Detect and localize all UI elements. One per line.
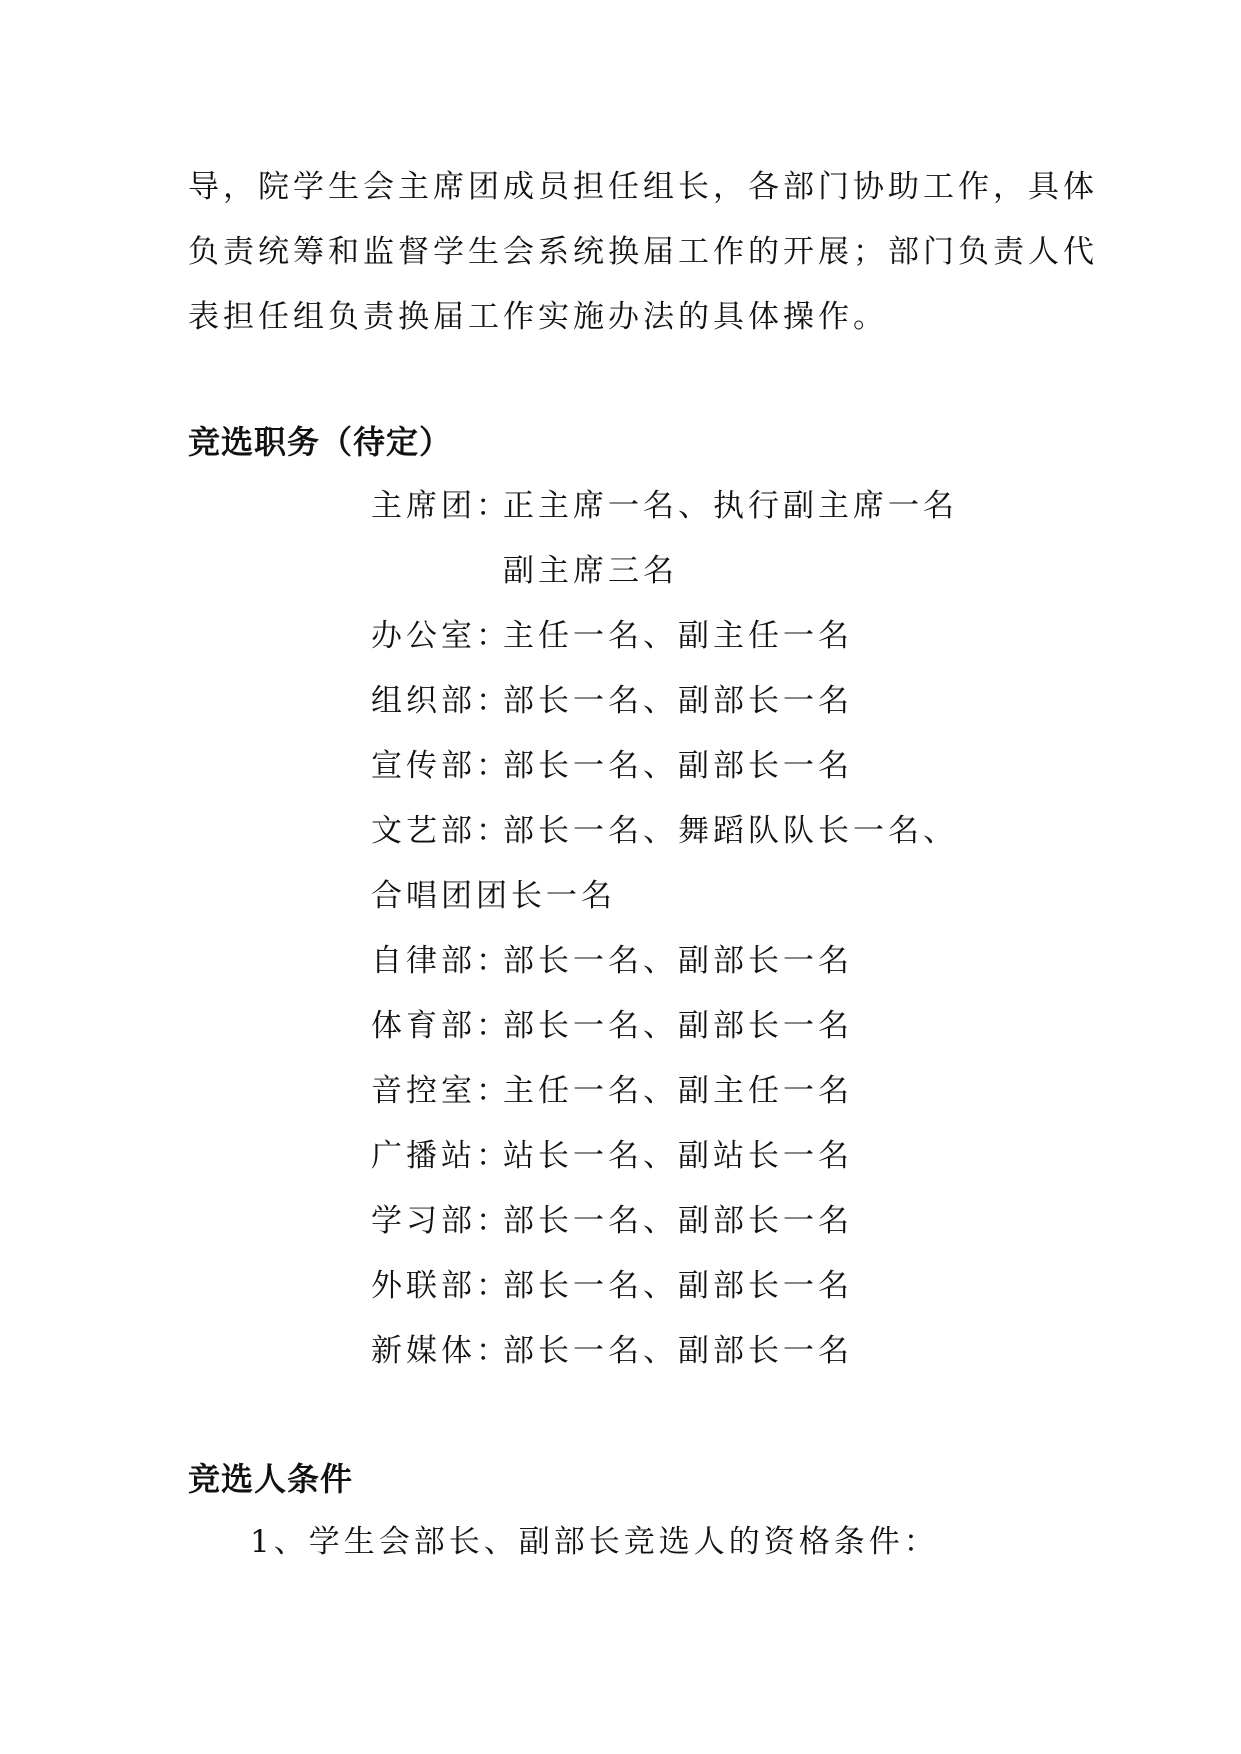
position-dept: 文艺部： <box>371 813 511 849</box>
intro-line: 表担任组负责换届工作实施办法的具体操作。 <box>188 299 888 335</box>
position-dept: 音控室： <box>371 1073 511 1109</box>
positions-heading: 竞选职务（待定） <box>188 423 453 461</box>
position-row-arts-cont <box>371 876 1071 941</box>
conditions-heading: 竞选人条件 <box>188 1460 354 1498</box>
position-row-new-media <box>371 1331 1071 1396</box>
position-dept: 自律部： <box>371 943 511 979</box>
position-roles: 主任一名、副主任一名 <box>503 1073 853 1109</box>
position-roles: 主任一名、副主任一名 <box>503 618 853 654</box>
position-dept: 主席团： <box>371 488 511 524</box>
intro-line: 负责统筹和监督学生会系统换届工作的开展；部门负责人代 <box>188 234 1098 270</box>
position-row-publicity <box>371 746 1071 811</box>
position-row-broadcast <box>371 1136 1071 1201</box>
position-row-study <box>371 1201 1071 1266</box>
position-row-discipline <box>371 941 1071 1006</box>
positions-list <box>371 486 1071 1396</box>
position-row-sports <box>371 1006 1071 1071</box>
position-dept: 学习部： <box>371 1203 511 1239</box>
position-roles: 部长一名、副部长一名 <box>503 748 853 784</box>
position-dept: 新媒体： <box>371 1333 511 1369</box>
position-roles: 副主席三名 <box>503 553 678 589</box>
intro-paragraph <box>188 155 1098 350</box>
position-roles: 合唱团团长一名 <box>371 878 616 914</box>
position-row-arts <box>371 811 1071 876</box>
position-roles: 部长一名、副部长一名 <box>503 943 853 979</box>
position-row-organization <box>371 681 1071 746</box>
position-roles: 站长一名、副站长一名 <box>503 1138 853 1174</box>
position-dept: 宣传部： <box>371 748 511 784</box>
position-dept: 广播站： <box>371 1138 511 1174</box>
position-roles: 部长一名、舞蹈队队长一名、 <box>503 813 958 849</box>
position-roles: 部长一名、副部长一名 <box>503 1268 853 1304</box>
position-row-presidium-cont <box>371 551 1071 616</box>
position-roles: 部长一名、副部长一名 <box>503 1203 853 1239</box>
position-dept: 外联部： <box>371 1268 511 1304</box>
position-row-external <box>371 1266 1071 1331</box>
position-row-presidium <box>371 486 1071 551</box>
intro-line: 导，院学生会主席团成员担任组长，各部门协助工作，具体 <box>188 169 1098 205</box>
conditions-item-1: 1、学生会部长、副部长竞选人的资格条件： <box>250 1524 939 1560</box>
position-row-office <box>371 616 1071 681</box>
position-dept: 办公室： <box>371 618 511 654</box>
position-roles: 部长一名、副部长一名 <box>503 1008 853 1044</box>
position-row-audio <box>371 1071 1071 1136</box>
position-dept: 体育部： <box>371 1008 511 1044</box>
position-roles: 部长一名、副部长一名 <box>503 683 853 719</box>
position-roles: 正主席一名、执行副主席一名 <box>503 488 958 524</box>
position-dept: 组织部： <box>371 683 511 719</box>
position-roles: 部长一名、副部长一名 <box>503 1333 853 1369</box>
